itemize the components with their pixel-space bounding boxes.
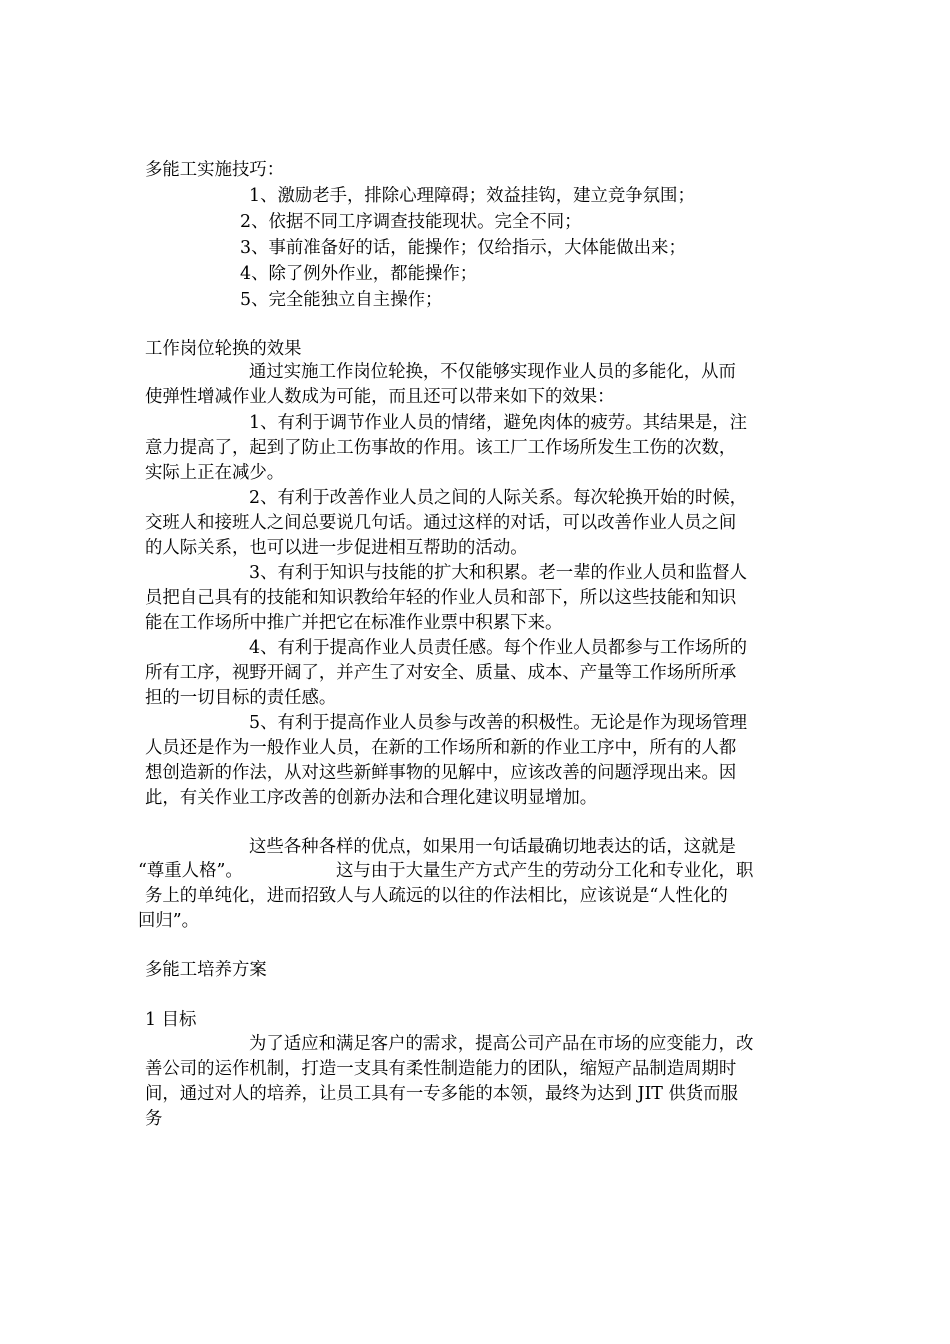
effect-5-line-1: 5、有利于提高作业人员参与改善的积极性。无论是作为现场管理 bbox=[249, 713, 748, 733]
section-heading-rotation-effects: 工作岗位轮换的效果 bbox=[145, 339, 302, 359]
effect-3-line-2: 员把自己具有的技能和知识教给年轻的作业人员和部下，所以这些技能和知识 bbox=[145, 588, 737, 608]
effect-5-line-3: 想创造新的作法，从对这些新鲜事物的见解中，应该改善的问题浮现出来。因 bbox=[145, 763, 737, 783]
tip-item-4: 4、除了例外作业，都能操作； bbox=[240, 264, 478, 284]
goal-line-1: 为了适应和满足客户的需求，提高公司产品在市场的应变能力，改 bbox=[249, 1034, 754, 1054]
conclusion-line-1: 这些各种各样的优点，如果用一句话最确切地表达的话，这就是 bbox=[249, 837, 736, 857]
conclusion-line-2: 这与由于大量生产方式产生的劳动分工化和专业化，职 bbox=[336, 861, 754, 881]
conclusion-line-4: 回归”。 bbox=[138, 911, 200, 931]
effect-1-line-1: 1、有利于调节作业人员的情绪，避免肉体的疲劳。其结果是，注 bbox=[249, 413, 748, 433]
effect-1-line-3: 实际上正在减少。 bbox=[145, 463, 285, 483]
section-heading-training-plan: 多能工培养方案 bbox=[145, 960, 267, 980]
section-heading-multiskill-tips: 多能工实施技巧： bbox=[145, 160, 285, 180]
effect-5-line-2: 人员还是作为一般作业人员，在新的工作场所和新的作业工序中，所有的人都 bbox=[145, 738, 737, 758]
effect-2-line-1: 2、有利于改善作业人员之间的人际关系。每次轮换开始的时候， bbox=[249, 488, 748, 508]
goal-line-2: 善公司的运作机制，打造一支具有柔性制造能力的团队，缩短产品制造周期时 bbox=[145, 1059, 737, 1079]
effect-5-line-4: 此，有关作业工序改善的创新办法和合理化建议明显增加。 bbox=[145, 788, 598, 808]
effect-4-line-2: 所有工序，视野开阔了，并产生了对安全、质量、成本、产量等工作场所所承 bbox=[145, 663, 737, 683]
intro-line-1: 通过实施工作岗位轮换，不仅能够实现作业人员的多能化，从而 bbox=[249, 362, 736, 382]
effect-4-line-3: 担的一切目标的责任感。 bbox=[145, 688, 337, 708]
tip-item-1: 1、激励老手，排除心理障碍；效益挂钩，建立竞争氛围； bbox=[249, 186, 695, 206]
tip-item-5: 5、完全能独立自主操作； bbox=[240, 290, 443, 310]
effect-3-line-1: 3、有利于知识与技能的扩大和积累。老一辈的作业人员和监督人 bbox=[249, 563, 748, 583]
conclusion-quote-respect: “尊重人格”。 bbox=[138, 861, 243, 881]
effect-1-line-2: 意力提高了，起到了防止工伤事故的作用。该工厂工作场所发生工伤的次数， bbox=[145, 438, 737, 458]
effect-2-line-2: 交班人和接班人之间总要说几句话。通过这样的对话，可以改善作业人员之间 bbox=[145, 513, 737, 533]
effect-4-line-1: 4、有利于提高作业人员责任感。每个作业人员都参与工作场所的 bbox=[249, 638, 748, 658]
effect-3-line-3: 能在工作场所中推广并把它在标准作业票中积累下来。 bbox=[145, 613, 563, 633]
conclusion-line-3: 务上的单纯化，进而招致人与人疏远的以往的作法相比，应该说是“人性化的 bbox=[145, 886, 728, 906]
subheading-goal: 1 目标 bbox=[145, 1010, 197, 1030]
goal-line-4: 务 bbox=[145, 1109, 163, 1129]
effect-2-line-3: 的人际关系，也可以进一步促进相互帮助的活动。 bbox=[145, 538, 528, 558]
goal-line-3: 间，通过对人的培养，让员工具有一专多能的本领，最终为达到 JIT 供货而服 bbox=[145, 1084, 738, 1104]
tip-item-2: 2、依据不同工序调查技能现状。完全不同； bbox=[240, 212, 582, 232]
tip-item-3: 3、事前准备好的话，能操作；仅给指示，大体能做出来； bbox=[240, 238, 686, 258]
intro-line-2: 使弹性增减作业人数成为可能，而且还可以带来如下的效果： bbox=[145, 387, 615, 407]
